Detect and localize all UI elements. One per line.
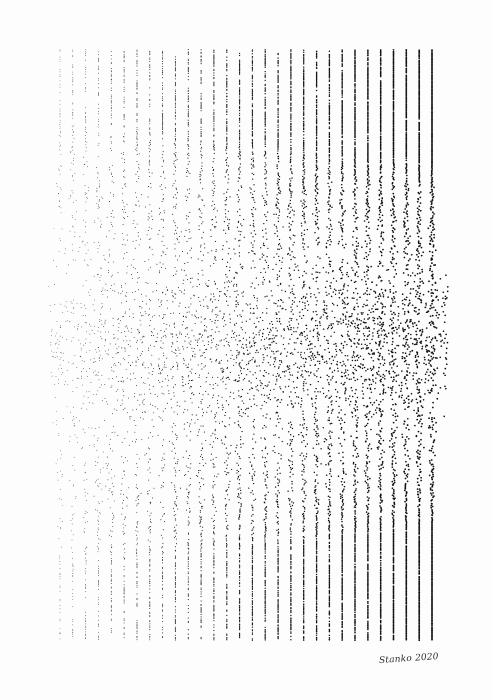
artist-signature: Stanko 2020 (378, 651, 440, 667)
stipple-dots (48, 49, 448, 641)
